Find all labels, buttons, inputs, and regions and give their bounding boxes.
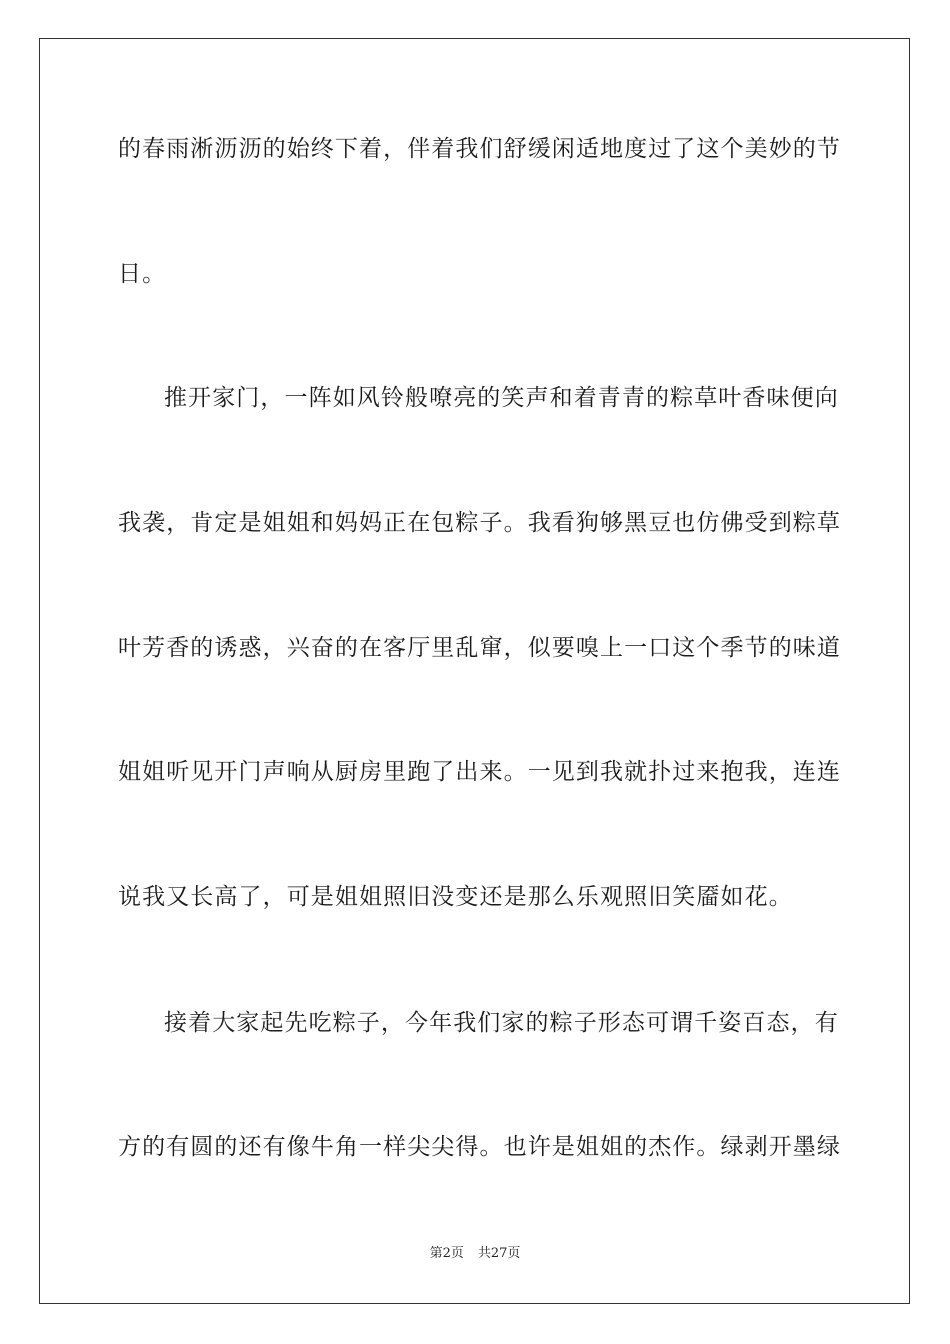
text-line-5: 叶芳香的诱惑，兴奋的在客厅里乱窜，似要嗅上一口这个季节的味道 — [118, 635, 841, 661]
text-line-7: 说我又长高了，可是姐姐照旧没变还是那么乐观照旧笑靥如花。 — [118, 884, 793, 910]
text-line-6: 姐姐听见开门声响从厨房里跑了出来。一见到我就扑过来抱我，连连 — [118, 759, 841, 785]
page-footer — [0, 1246, 950, 1262]
text-line-8: 接着大家起先吃粽子，今年我们家的粽子形态可谓千姿百态，有 — [164, 1010, 839, 1036]
page-number: 第2页 — [429, 1246, 464, 1261]
text-line-1: 的春雨淅沥沥的始终下着，伴着我们舒缓闲适地度过了这个美妙的节 — [118, 136, 841, 162]
text-line-3: 推开家门，一阵如风铃般嘹亮的笑声和着青青的粽草叶香味便向 — [164, 385, 839, 411]
text-line-2: 日。 — [118, 261, 167, 287]
page-border — [39, 38, 910, 1304]
text-line-9: 方的有圆的还有像牛角一样尖尖得。也许是姐姐的杰作。绿剥开墨绿 — [118, 1134, 841, 1160]
page-total: 共27页 — [477, 1246, 521, 1261]
text-line-4: 我袭，肯定是姐姐和妈妈正在包粽子。我看狗够黑豆也仿佛受到粽草 — [118, 510, 841, 536]
